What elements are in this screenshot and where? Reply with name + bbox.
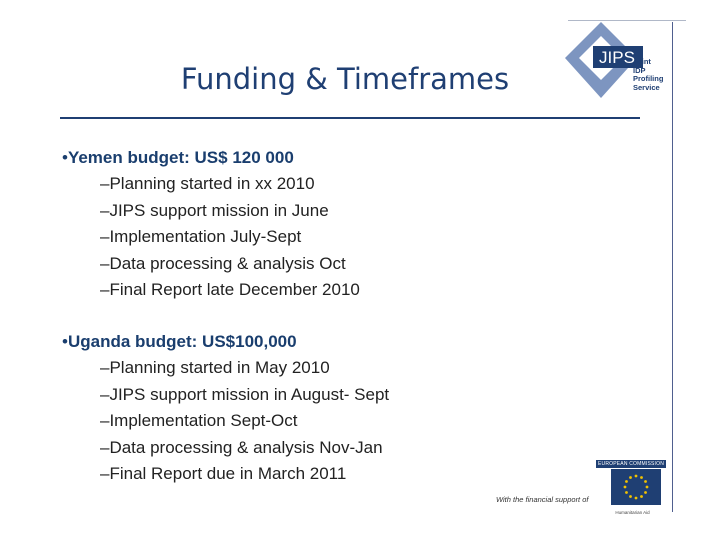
eu-star-icon <box>624 486 627 489</box>
support-text: With the financial support of <box>496 495 589 504</box>
bullet-dot: • <box>62 148 68 167</box>
yemen-item: –Planning started in xx 2010 <box>100 174 315 193</box>
header-divider-line <box>568 20 686 21</box>
eu-star-icon <box>625 480 628 483</box>
eu-star-icon <box>629 476 632 479</box>
yemen-item: –JIPS support mission in June <box>100 200 329 220</box>
logo-word: Service <box>633 82 660 92</box>
uganda-item: –JIPS support mission in August- Sept <box>100 384 390 404</box>
eu-star-icon <box>635 475 638 478</box>
jips-logo-name: JIPS <box>599 48 635 67</box>
yemen-item: –Data processing & analysis Oct <box>100 253 346 273</box>
logo-word: Joint <box>633 57 651 66</box>
eu-footer-text: Humanitarian Aid <box>615 510 650 515</box>
yemen-item: –Final Report late December 2010 <box>100 280 360 299</box>
uganda-item: –Implementation Sept-Oct <box>100 411 298 430</box>
title-underline <box>60 117 640 119</box>
slide-title: Funding & Timeframes <box>180 62 510 96</box>
uganda-budget-text: Uganda budget: US$100,000 <box>67 332 297 351</box>
uganda-budget-bullet <box>62 329 522 355</box>
uganda-item: –Final Report due in March 2011 <box>100 464 347 483</box>
bullet-dot: • <box>62 332 68 351</box>
eu-star-icon <box>644 491 647 494</box>
yemen-section <box>62 145 522 304</box>
eu-commission-label: EUROPEAN COMMISSION <box>597 461 665 467</box>
eu-star-icon <box>640 495 643 498</box>
yemen-budget-bullet <box>62 145 522 171</box>
yemen-budget-text: Yemen budget: US$ 120 000 <box>67 148 294 167</box>
jips-logo-words <box>633 58 673 92</box>
eu-star-icon <box>640 476 643 479</box>
eu-star-icon <box>625 491 628 494</box>
logo-word: Profiling <box>633 74 664 84</box>
uganda-section <box>62 329 522 488</box>
yemen-item: –Implementation July-Sept <box>100 227 302 246</box>
eu-star-icon <box>646 486 649 489</box>
uganda-item: –Planning started in May 2010 <box>100 358 330 377</box>
eu-flag-icon <box>611 469 661 505</box>
eu-star-icon <box>629 495 632 498</box>
eu-star-icon <box>635 497 638 500</box>
logo-word: IDP <box>633 65 646 75</box>
eu-star-icon <box>644 480 647 483</box>
uganda-item: –Data processing & analysis Nov-Jan <box>100 437 383 457</box>
